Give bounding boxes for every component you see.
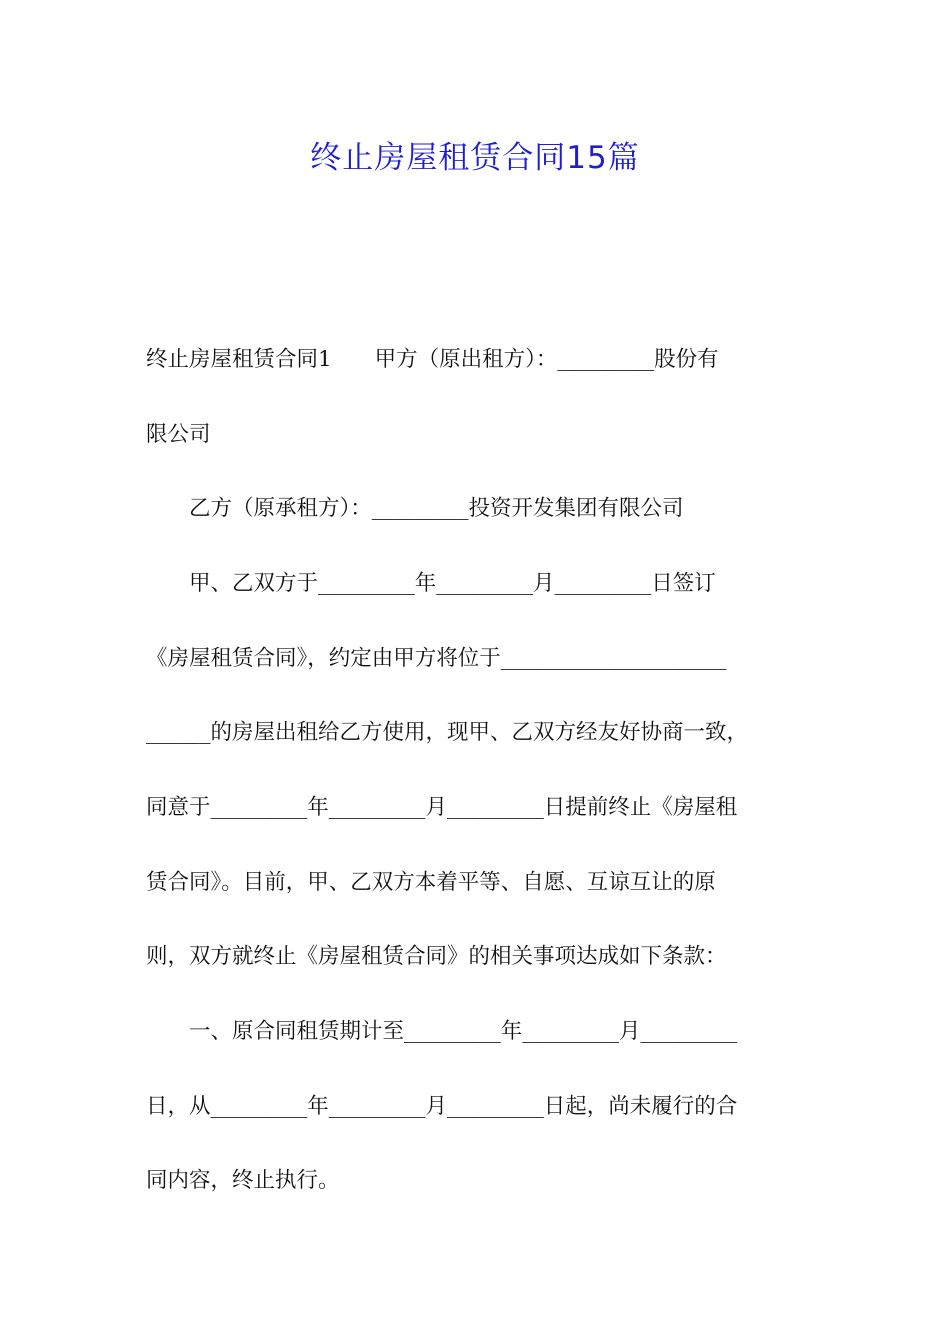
paragraph-line: 同意于_________年_________月_________日提前终止《房屋租 [146,795,738,820]
paragraph-line: 赁合同》。目前，甲、乙双方本着平等、自愿、互谅互让的原 [146,870,716,895]
paragraph-line: 终止房屋租赁合同1 甲方（原出租方）：_________股份有 [146,347,719,372]
document-title: 终止房屋租赁合同15篇 [310,140,640,176]
paragraph-line: 乙方（原承租方）：_________投资开发集团有限公司 [146,496,684,521]
paragraph-line: 一、原合同租赁期计至_________年_________月_________ [146,1019,738,1044]
paragraph-line: 同内容，终止执行。 [146,1168,340,1193]
paragraph-line: 则，双方就终止《房屋租赁合同》的相关事项达成如下条款： [146,944,727,969]
paragraph-line: 限公司 [146,422,211,447]
paragraph-line: 《房屋租赁合同》，约定由甲方将位于_____________________ [146,646,727,671]
paragraph-line: 日，从_________年_________月_________日起，尚未履行的合 [146,1094,738,1119]
paragraph-line: ______的房屋出租给乙方使用，现甲、乙双方经友好协商一致， [146,720,749,745]
paragraph-line: 甲、乙双方于_________年_________月_________日签订 [146,571,716,596]
